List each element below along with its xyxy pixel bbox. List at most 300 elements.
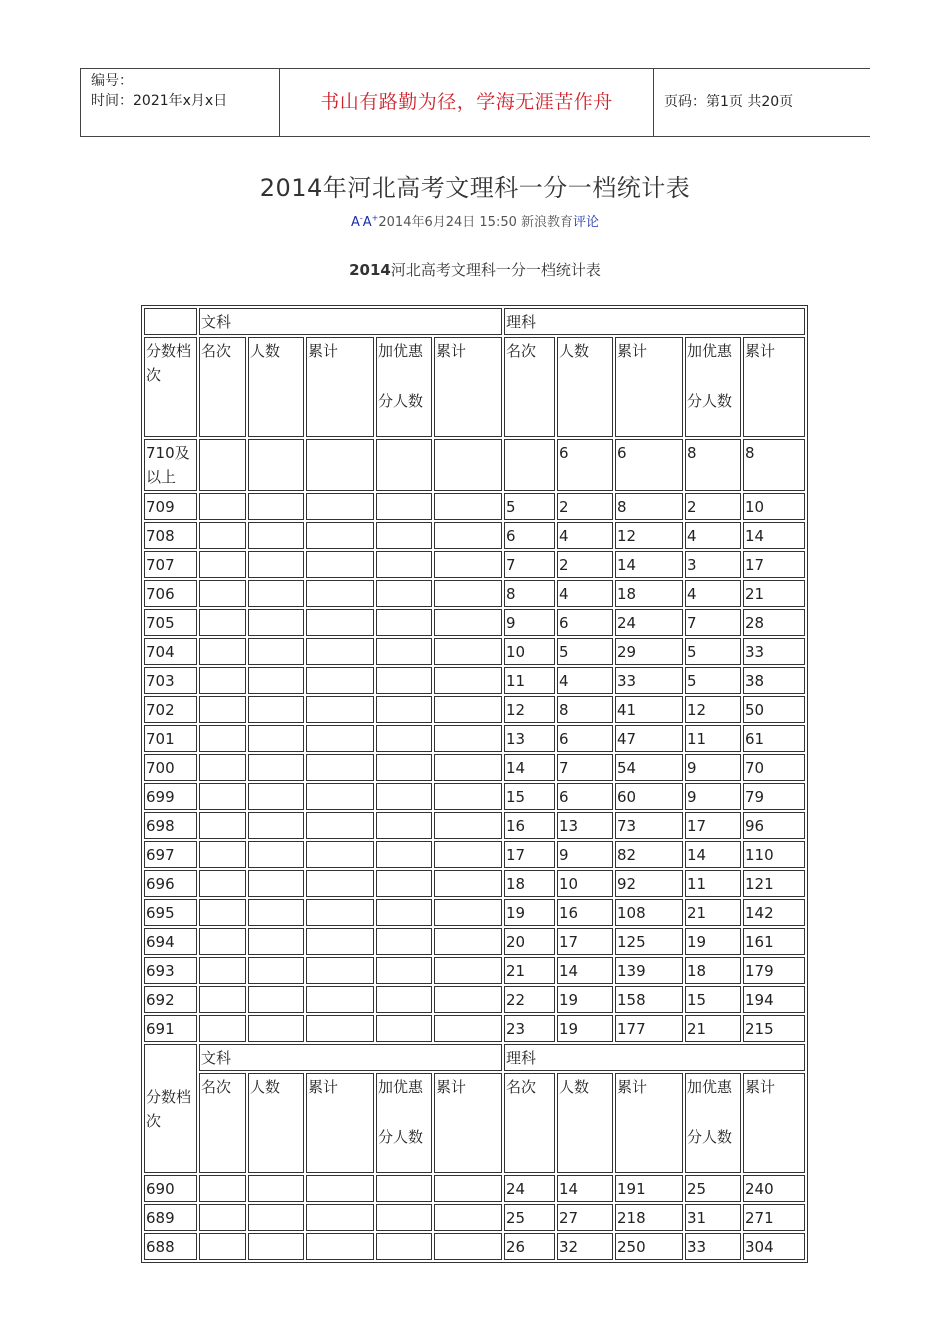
- table-row: [144, 899, 805, 926]
- cell-wen-bonus: [376, 1175, 432, 1202]
- subtitle-year: 2014: [349, 261, 391, 279]
- cell-li-bonus: 7: [685, 609, 741, 636]
- col-li-count: 人数: [557, 1073, 613, 1173]
- cell-li-cum: 8: [615, 493, 683, 520]
- column-header-row: [144, 1073, 805, 1173]
- cell-wen-rank: [199, 1204, 246, 1231]
- cell-wen-cum: [306, 957, 374, 984]
- cell-wen-bcum: [434, 609, 502, 636]
- cell-li-bonus: 5: [685, 667, 741, 694]
- cell-wen-rank: [199, 638, 246, 665]
- cell-li-bcum: 161: [743, 928, 805, 955]
- cell-score: 692: [144, 986, 197, 1013]
- cell-wen-bcum: [434, 841, 502, 868]
- cell-score: 698: [144, 812, 197, 839]
- table-row: [144, 1233, 805, 1260]
- cell-score: 699: [144, 783, 197, 810]
- cell-wen-cum: [306, 522, 374, 549]
- cell-score: 690: [144, 1175, 197, 1202]
- table-row: [144, 957, 805, 984]
- cell-wen-count: [248, 899, 304, 926]
- cell-wen-count: [248, 638, 304, 665]
- cell-li-bonus: 19: [685, 928, 741, 955]
- cell-wen-count: [248, 439, 304, 491]
- cell-li-rank: 8: [504, 580, 555, 607]
- cell-wen-bonus: [376, 841, 432, 868]
- cell-score: 688: [144, 1233, 197, 1260]
- cell-li-bcum: 28: [743, 609, 805, 636]
- cell-score: 696: [144, 870, 197, 897]
- table-row: [144, 609, 805, 636]
- cell-li-bonus: 17: [685, 812, 741, 839]
- cell-score: 703: [144, 667, 197, 694]
- cell-wen-bcum: [434, 1204, 502, 1231]
- cell-wen-bonus: [376, 783, 432, 810]
- font-decrease-button[interactable]: A-: [350, 213, 363, 230]
- table-row: [144, 725, 805, 752]
- cell-li-rank: 23: [504, 1015, 555, 1042]
- cell-score: 702: [144, 696, 197, 723]
- cell-li-bcum: 271: [743, 1204, 805, 1231]
- cell-li-rank: 21: [504, 957, 555, 984]
- cell-wen-bcum: [434, 870, 502, 897]
- cell-li-rank: 22: [504, 986, 555, 1013]
- table-row: [144, 928, 805, 955]
- col-li-bonus: 加优惠 分人数: [685, 337, 741, 437]
- cell-li-cum: 177: [615, 1015, 683, 1042]
- table-row: [144, 638, 805, 665]
- cell-li-count: 19: [557, 1015, 613, 1042]
- table-row: [144, 1204, 805, 1231]
- cell-wen-count: [248, 725, 304, 752]
- cell-li-bonus: 4: [685, 580, 741, 607]
- section-li: 理科: [504, 1044, 805, 1071]
- col-wen-count: 人数: [248, 337, 304, 437]
- cell-li-cum: 41: [615, 696, 683, 723]
- cell-score: 695: [144, 899, 197, 926]
- cell-wen-cum: [306, 439, 374, 491]
- cell-wen-rank: [199, 609, 246, 636]
- cell-wen-bonus: [376, 870, 432, 897]
- cell-li-bonus: 11: [685, 870, 741, 897]
- cell-li-bonus: 8: [685, 439, 741, 491]
- cell-li-count: 7: [557, 754, 613, 781]
- cell-wen-count: [248, 928, 304, 955]
- col-li-cum: 累计: [615, 1073, 683, 1173]
- cell-score: 689: [144, 1204, 197, 1231]
- cell-li-cum: 54: [615, 754, 683, 781]
- cell-wen-cum: [306, 638, 374, 665]
- table-row: [144, 551, 805, 578]
- subtitle-text: 河北高考文理科一分一档统计表: [390, 261, 601, 279]
- col-wen-rank: 名次: [199, 1073, 246, 1173]
- cell-li-rank: 10: [504, 638, 555, 665]
- cell-li-bonus: 11: [685, 725, 741, 752]
- cell-wen-count: [248, 1204, 304, 1231]
- cell-li-bonus: 21: [685, 1015, 741, 1042]
- cell-wen-bonus: [376, 667, 432, 694]
- cell-li-count: 9: [557, 841, 613, 868]
- table-row: [144, 522, 805, 549]
- cell-wen-rank: [199, 783, 246, 810]
- cell-li-cum: 82: [615, 841, 683, 868]
- cell-wen-cum: [306, 899, 374, 926]
- table-row: [144, 580, 805, 607]
- cell-li-bonus: 5: [685, 638, 741, 665]
- cell-wen-bonus: [376, 522, 432, 549]
- cell-wen-rank: [199, 899, 246, 926]
- cell-score: 704: [144, 638, 197, 665]
- cell-li-bonus: 18: [685, 957, 741, 984]
- cell-li-count: 4: [557, 522, 613, 549]
- table-row: [144, 667, 805, 694]
- table-row: [144, 696, 805, 723]
- col-li-bonus-cum: 累计: [743, 1073, 805, 1173]
- cell-wen-cum: [306, 783, 374, 810]
- cell-wen-bonus: [376, 551, 432, 578]
- cell-wen-bcum: [434, 580, 502, 607]
- cell-wen-cum: [306, 580, 374, 607]
- col-wen-cum: 累计: [306, 1073, 374, 1173]
- cell-wen-bcum: [434, 551, 502, 578]
- cell-li-bcum: 304: [743, 1233, 805, 1260]
- cell-wen-bcum: [434, 696, 502, 723]
- cell-li-count: 6: [557, 439, 613, 491]
- cell-li-bcum: 194: [743, 986, 805, 1013]
- cell-wen-cum: [306, 696, 374, 723]
- cell-li-rank: 16: [504, 812, 555, 839]
- cell-score: 700: [144, 754, 197, 781]
- table-row: [144, 812, 805, 839]
- section-blank-cell: [144, 308, 197, 335]
- cell-li-rank: 15: [504, 783, 555, 810]
- cell-wen-rank: [199, 522, 246, 549]
- cell-wen-rank: [199, 986, 246, 1013]
- cell-wen-rank: [199, 696, 246, 723]
- cell-li-count: 14: [557, 1175, 613, 1202]
- cell-li-bonus: 4: [685, 522, 741, 549]
- cell-wen-bonus: [376, 1204, 432, 1231]
- cell-li-rank: 11: [504, 667, 555, 694]
- cell-wen-cum: [306, 812, 374, 839]
- table-row: [144, 1175, 805, 1202]
- cell-li-bcum: 70: [743, 754, 805, 781]
- table-subtitle: [0, 259, 950, 280]
- cell-li-count: 6: [557, 783, 613, 810]
- cell-li-count: 6: [557, 725, 613, 752]
- score-table: [141, 305, 808, 1263]
- cell-li-bcum: 110: [743, 841, 805, 868]
- cell-li-bonus: 9: [685, 783, 741, 810]
- cell-li-bonus: 2: [685, 493, 741, 520]
- section-wen: 文科: [199, 1044, 502, 1071]
- cell-li-cum: 24: [615, 609, 683, 636]
- cell-wen-bcum: [434, 1233, 502, 1260]
- cell-score: 710及以上: [144, 439, 197, 491]
- cell-wen-bonus: [376, 899, 432, 926]
- cell-li-count: 27: [557, 1204, 613, 1231]
- cell-li-bonus: 33: [685, 1233, 741, 1260]
- cell-wen-count: [248, 812, 304, 839]
- table-row: [144, 986, 805, 1013]
- cell-li-cum: 158: [615, 986, 683, 1013]
- cell-li-bonus: 21: [685, 899, 741, 926]
- cell-wen-count: [248, 1015, 304, 1042]
- article-meta: [0, 211, 950, 230]
- cell-wen-rank: [199, 1015, 246, 1042]
- cell-wen-rank: [199, 928, 246, 955]
- cell-li-bcum: 142: [743, 899, 805, 926]
- cell-li-count: 8: [557, 696, 613, 723]
- cell-wen-count: [248, 870, 304, 897]
- comment-link[interactable]: 评论: [573, 215, 600, 230]
- cell-li-bonus: 12: [685, 696, 741, 723]
- cell-li-count: 10: [557, 870, 613, 897]
- header-motto: 书山有路勤为径，学海无涯苦作舟: [280, 69, 654, 136]
- time-label: 时间：2021年x月x日: [91, 93, 228, 109]
- cell-wen-cum: [306, 1233, 374, 1260]
- cell-li-count: 2: [557, 551, 613, 578]
- cell-li-rank: 26: [504, 1233, 555, 1260]
- cell-wen-bcum: [434, 725, 502, 752]
- cell-li-bcum: 33: [743, 638, 805, 665]
- cell-wen-bcum: [434, 957, 502, 984]
- article-date: 2014年6月24日 15:50 新浪教育: [378, 215, 574, 230]
- cell-wen-rank: [199, 439, 246, 491]
- cell-wen-bonus: [376, 609, 432, 636]
- col-li-bonus: 加优惠 分人数: [685, 1073, 741, 1173]
- cell-li-rank: 20: [504, 928, 555, 955]
- cell-li-bonus: 3: [685, 551, 741, 578]
- col-wen-rank: 名次: [199, 337, 246, 437]
- cell-li-count: 17: [557, 928, 613, 955]
- cell-li-cum: 60: [615, 783, 683, 810]
- cell-li-bcum: 121: [743, 870, 805, 897]
- cell-li-rank: 19: [504, 899, 555, 926]
- cell-wen-bonus: [376, 754, 432, 781]
- cell-li-bcum: 17: [743, 551, 805, 578]
- cell-wen-bcum: [434, 522, 502, 549]
- page-info: 页码：第1页 共20页: [664, 94, 794, 110]
- cell-wen-bonus: [376, 928, 432, 955]
- cell-li-cum: 125: [615, 928, 683, 955]
- cell-li-bonus: 25: [685, 1175, 741, 1202]
- cell-wen-rank: [199, 551, 246, 578]
- cell-li-rank: 6: [504, 522, 555, 549]
- col-li-cum: 累计: [615, 337, 683, 437]
- cell-wen-bonus: [376, 725, 432, 752]
- cell-li-cum: 92: [615, 870, 683, 897]
- cell-wen-cum: [306, 667, 374, 694]
- cell-li-count: 4: [557, 667, 613, 694]
- cell-wen-cum: [306, 609, 374, 636]
- cell-li-bcum: 50: [743, 696, 805, 723]
- cell-wen-bcum: [434, 928, 502, 955]
- cell-li-count: 2: [557, 493, 613, 520]
- cell-li-bcum: 38: [743, 667, 805, 694]
- cell-li-rank: 13: [504, 725, 555, 752]
- cell-score: 691: [144, 1015, 197, 1042]
- cell-li-cum: 14: [615, 551, 683, 578]
- table-row: [144, 439, 805, 491]
- cell-li-count: 16: [557, 899, 613, 926]
- cell-li-count: 4: [557, 580, 613, 607]
- cell-wen-bcum: [434, 493, 502, 520]
- cell-score: 707: [144, 551, 197, 578]
- cell-li-bcum: 14: [743, 522, 805, 549]
- cell-score: 706: [144, 580, 197, 607]
- cell-wen-count: [248, 696, 304, 723]
- table-row: [144, 870, 805, 897]
- cell-li-cum: 191: [615, 1175, 683, 1202]
- cell-wen-cum: [306, 1204, 374, 1231]
- cell-li-count: 14: [557, 957, 613, 984]
- col-li-bonus-cum: 累计: [743, 337, 805, 437]
- cell-li-rank: 18: [504, 870, 555, 897]
- cell-li-rank: 17: [504, 841, 555, 868]
- font-increase-button[interactable]: A+: [362, 213, 379, 230]
- cell-li-bcum: 79: [743, 783, 805, 810]
- cell-score: 705: [144, 609, 197, 636]
- cell-wen-count: [248, 986, 304, 1013]
- cell-wen-rank: [199, 870, 246, 897]
- section-row: [144, 1044, 805, 1071]
- section-wen: 文科: [199, 308, 502, 335]
- col-li-rank: 名次: [504, 1073, 555, 1173]
- cell-wen-cum: [306, 928, 374, 955]
- cell-wen-cum: [306, 493, 374, 520]
- cell-li-rank: 25: [504, 1204, 555, 1231]
- cell-li-count: 32: [557, 1233, 613, 1260]
- cell-li-rank: [504, 439, 555, 491]
- cell-wen-cum: [306, 725, 374, 752]
- cell-wen-count: [248, 1175, 304, 1202]
- cell-wen-bcum: [434, 754, 502, 781]
- cell-wen-bonus: [376, 580, 432, 607]
- cell-li-cum: 47: [615, 725, 683, 752]
- cell-wen-rank: [199, 1175, 246, 1202]
- cell-wen-cum: [306, 986, 374, 1013]
- cell-li-rank: 9: [504, 609, 555, 636]
- cell-wen-bcum: [434, 1175, 502, 1202]
- cell-li-rank: 12: [504, 696, 555, 723]
- col-wen-bonus: 加优惠 分人数: [376, 337, 432, 437]
- cell-wen-rank: [199, 725, 246, 752]
- col-wen-cum: 累计: [306, 337, 374, 437]
- cell-wen-bcum: [434, 1015, 502, 1042]
- cell-li-bcum: 179: [743, 957, 805, 984]
- cell-wen-cum: [306, 754, 374, 781]
- cell-wen-rank: [199, 580, 246, 607]
- col-score-header: 分数档次: [144, 1044, 197, 1173]
- cell-wen-count: [248, 783, 304, 810]
- cell-li-cum: 33: [615, 667, 683, 694]
- cell-wen-count: [248, 667, 304, 694]
- col-wen-bonus: 加优惠 分人数: [376, 1073, 432, 1173]
- cell-wen-count: [248, 841, 304, 868]
- col-li-count: 人数: [557, 337, 613, 437]
- cell-score: 708: [144, 522, 197, 549]
- cell-wen-bcum: [434, 986, 502, 1013]
- table-row: [144, 841, 805, 868]
- cell-li-count: 19: [557, 986, 613, 1013]
- cell-wen-rank: [199, 1233, 246, 1260]
- column-header-row: [144, 337, 805, 437]
- col-wen-count: 人数: [248, 1073, 304, 1173]
- col-li-rank: 名次: [504, 337, 555, 437]
- cell-wen-bonus: [376, 812, 432, 839]
- cell-wen-bcum: [434, 667, 502, 694]
- cell-li-cum: 139: [615, 957, 683, 984]
- cell-wen-rank: [199, 957, 246, 984]
- cell-wen-bonus: [376, 986, 432, 1013]
- cell-wen-cum: [306, 1175, 374, 1202]
- cell-wen-count: [248, 522, 304, 549]
- cell-wen-rank: [199, 493, 246, 520]
- cell-wen-bonus: [376, 696, 432, 723]
- cell-li-bonus: 9: [685, 754, 741, 781]
- document-header: [80, 68, 870, 137]
- cell-wen-count: [248, 609, 304, 636]
- cell-li-cum: 218: [615, 1204, 683, 1231]
- table-row: [144, 783, 805, 810]
- cell-wen-bonus: [376, 1233, 432, 1260]
- cell-wen-count: [248, 493, 304, 520]
- header-info-cell: [80, 69, 280, 136]
- section-row: [144, 308, 805, 335]
- cell-li-bcum: 61: [743, 725, 805, 752]
- page-title: 2014年河北高考文理科一分一档统计表: [259, 174, 691, 202]
- cell-wen-bonus: [376, 638, 432, 665]
- section-li: 理科: [504, 308, 805, 335]
- cell-score: 701: [144, 725, 197, 752]
- cell-wen-bcum: [434, 638, 502, 665]
- cell-li-bcum: 215: [743, 1015, 805, 1042]
- cell-li-count: 6: [557, 609, 613, 636]
- cell-wen-cum: [306, 1015, 374, 1042]
- table-row: [144, 754, 805, 781]
- cell-wen-cum: [306, 841, 374, 868]
- cell-wen-bonus: [376, 439, 432, 491]
- table-row: [144, 1015, 805, 1042]
- cell-li-bcum: 10: [743, 493, 805, 520]
- cell-li-cum: 108: [615, 899, 683, 926]
- cell-score: 694: [144, 928, 197, 955]
- table-row: [144, 493, 805, 520]
- cell-li-bcum: 240: [743, 1175, 805, 1202]
- cell-wen-bcum: [434, 812, 502, 839]
- cell-wen-count: [248, 754, 304, 781]
- cell-wen-rank: [199, 754, 246, 781]
- cell-wen-bonus: [376, 957, 432, 984]
- cell-li-bonus: 15: [685, 986, 741, 1013]
- cell-li-cum: 29: [615, 638, 683, 665]
- cell-wen-count: [248, 551, 304, 578]
- cell-wen-cum: [306, 551, 374, 578]
- cell-wen-count: [248, 1233, 304, 1260]
- col-wen-bonus-cum: 累计: [434, 337, 502, 437]
- cell-li-cum: 250: [615, 1233, 683, 1260]
- cell-wen-bcum: [434, 899, 502, 926]
- cell-wen-rank: [199, 841, 246, 868]
- cell-li-rank: 14: [504, 754, 555, 781]
- cell-wen-count: [248, 580, 304, 607]
- cell-li-count: 5: [557, 638, 613, 665]
- cell-wen-cum: [306, 870, 374, 897]
- cell-li-cum: 73: [615, 812, 683, 839]
- cell-li-rank: 24: [504, 1175, 555, 1202]
- col-score-header: 分数档次: [144, 337, 197, 437]
